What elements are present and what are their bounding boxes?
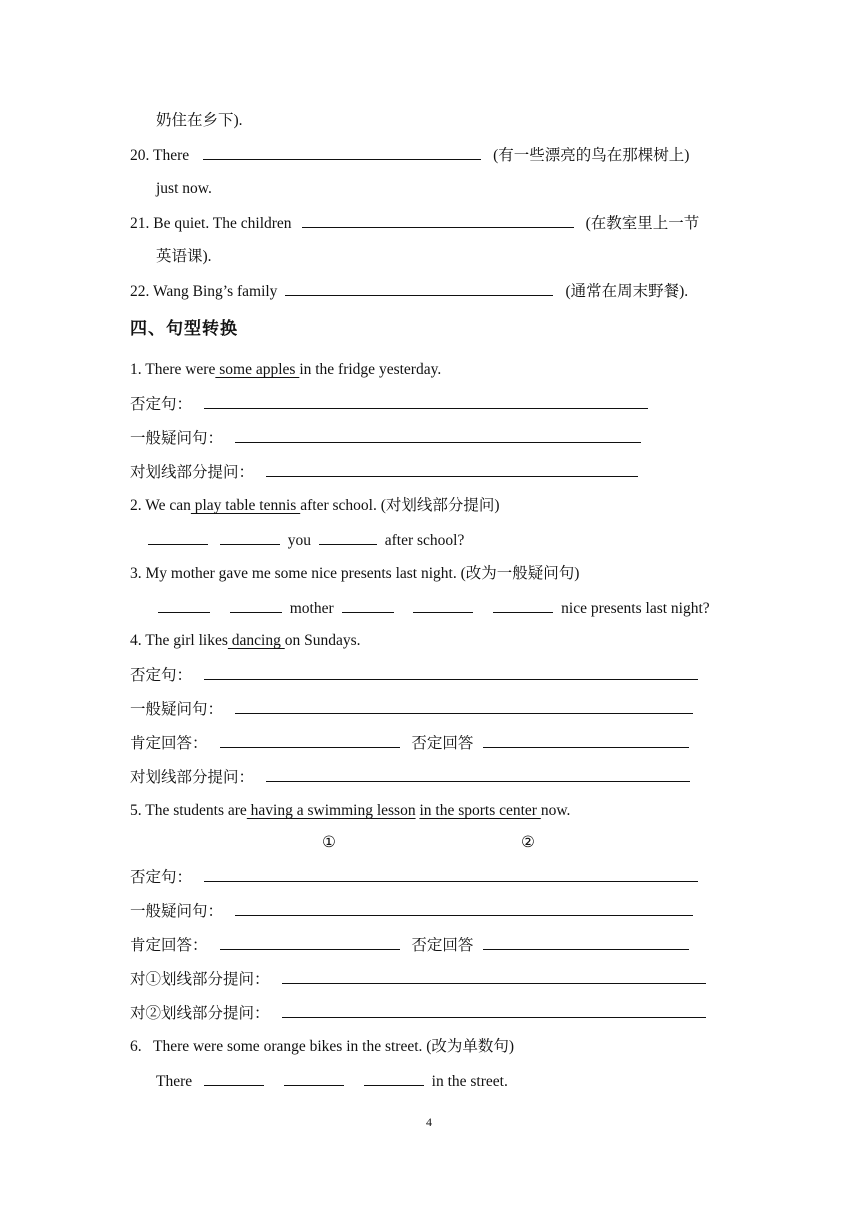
s5-question-blank[interactable] [235, 901, 693, 916]
s6-blank-2[interactable] [284, 1071, 344, 1086]
s2-blank-2[interactable] [220, 530, 280, 545]
sentence-6: 6. There were some orange bikes in the street. (改为单数句) [130, 1038, 515, 1055]
s4-question-row [130, 699, 697, 720]
s5-pre: 5. The students are [130, 802, 247, 819]
sentence-2 [130, 496, 500, 516]
question-22 [130, 281, 688, 302]
s4-negative-blank[interactable] [204, 665, 698, 680]
q22-hint: (通常在周末野餐). [565, 283, 689, 300]
s4-ask-row [130, 767, 694, 788]
s5-positive-blank[interactable] [220, 935, 400, 950]
s5-negative-blank[interactable] [204, 867, 698, 882]
s5-question-row [130, 901, 697, 922]
ask-label: 对划线部分提问： [130, 769, 255, 786]
ask-label: 对划线部分提问： [130, 464, 255, 481]
s3-mother: mother [289, 600, 334, 617]
question-label: 一般疑问句： [130, 701, 224, 718]
sentence-4 [130, 631, 361, 651]
s2-post: after school. (对划线部分提问) [300, 497, 500, 514]
s4-positive-blank[interactable] [220, 733, 400, 748]
s2-answer-row [146, 530, 464, 551]
s5-post: now. [540, 802, 571, 819]
s3-blank-1[interactable] [158, 598, 210, 613]
s1-underlined: some apples [215, 361, 300, 378]
q22-stem: 22. Wang Bing’s family [130, 283, 278, 300]
q21-answer-blank[interactable] [302, 213, 574, 228]
s5-negative-answer-blank[interactable] [483, 935, 689, 950]
s6-blank-1[interactable] [204, 1071, 264, 1086]
s5-ask-2-blank[interactable] [282, 1003, 706, 1018]
s1-post: in the fridge yesterday. [299, 361, 442, 378]
negative-answer-label: 否定回答 [411, 735, 474, 752]
s3-blank-4[interactable] [413, 598, 473, 613]
s2-pre: 2. We can [130, 497, 191, 514]
ask-2-label: 对②划线部分提问： [130, 1005, 270, 1022]
question-21 [130, 213, 699, 234]
s6-blank-3[interactable] [364, 1071, 424, 1086]
sentence-3: 3. My mother gave me some nice presents last night. (改为一般疑问句) [130, 565, 580, 582]
s4-ask-blank[interactable] [266, 767, 690, 782]
q20-hint: (有一些漂亮的鸟在那棵树上) [493, 147, 690, 164]
q20-answer-blank[interactable] [203, 145, 481, 160]
negative-label: 否定句： [130, 667, 193, 684]
s4-post: on Sundays. [284, 632, 361, 649]
q20-stem: 20. There [130, 147, 190, 164]
s4-negative-answer-blank[interactable] [483, 733, 689, 748]
s3-blank-3[interactable] [342, 598, 394, 613]
s5-mark-2: ② [521, 834, 535, 851]
question-label: 一般疑问句： [130, 430, 224, 447]
s1-question-blank[interactable] [235, 428, 641, 443]
s5-ask-2-row [130, 1003, 710, 1024]
sentence-5 [130, 801, 570, 821]
q21-stem: 21. Be quiet. The children [130, 215, 292, 232]
q22-answer-blank[interactable] [285, 281, 553, 296]
s3-answer-row [154, 598, 710, 619]
s4-negative-row [130, 665, 702, 686]
s3-blank-2[interactable] [230, 598, 282, 613]
s1-negative-row [130, 394, 652, 415]
positive-answer-label: 肯定回答： [130, 937, 208, 954]
s6-answer-row [156, 1071, 508, 1092]
s5-answers-row [130, 935, 693, 956]
s1-ask-row [130, 462, 642, 483]
s3-blank-5[interactable] [493, 598, 553, 613]
section-title: 四、句型转换 [130, 319, 238, 339]
s6-end: in the street. [431, 1073, 508, 1090]
question-20 [130, 145, 689, 166]
s2-blank-1[interactable] [148, 530, 208, 545]
q20-continuation: just now. [156, 180, 212, 197]
s1-negative-blank[interactable] [204, 394, 648, 409]
s2-you: you [287, 532, 311, 549]
s4-pre: 4. The girl likes [130, 632, 228, 649]
negative-label: 否定句： [130, 396, 193, 413]
s1-pre: 1. There were [130, 361, 216, 378]
s4-question-blank[interactable] [235, 699, 693, 714]
s5-underlined-1: having a swimming lesson [246, 802, 416, 819]
page-number: 4 [426, 1115, 432, 1129]
s3-end: nice presents last night? [561, 600, 710, 617]
s4-underlined: dancing [227, 632, 285, 649]
s1-question-row [130, 428, 645, 449]
negative-label: 否定句： [130, 869, 193, 886]
q21-continuation: 英语课). [156, 248, 212, 265]
s1-ask-blank[interactable] [266, 462, 638, 477]
carry-over-text: 奶住在乡下). [156, 112, 243, 129]
positive-answer-label: 肯定回答： [130, 735, 208, 752]
ask-1-label: 对①划线部分提问： [130, 971, 270, 988]
s6-there: There [156, 1073, 193, 1090]
s5-negative-row [130, 867, 702, 888]
s4-answers-row [130, 733, 693, 754]
s5-ask-1-blank[interactable] [282, 969, 706, 984]
sentence-1 [130, 360, 441, 380]
s2-underlined: play table tennis [190, 497, 301, 514]
s5-ask-1-row [130, 969, 710, 990]
negative-answer-label: 否定回答 [411, 937, 474, 954]
s5-mark-1: ① [322, 834, 336, 851]
s2-blank-3[interactable] [319, 530, 377, 545]
q21-hint: (在教室里上一节 [585, 215, 700, 232]
s5-underlined-2: in the sports center [419, 802, 541, 819]
question-label: 一般疑问句： [130, 903, 224, 920]
s2-end: after school? [384, 532, 465, 549]
